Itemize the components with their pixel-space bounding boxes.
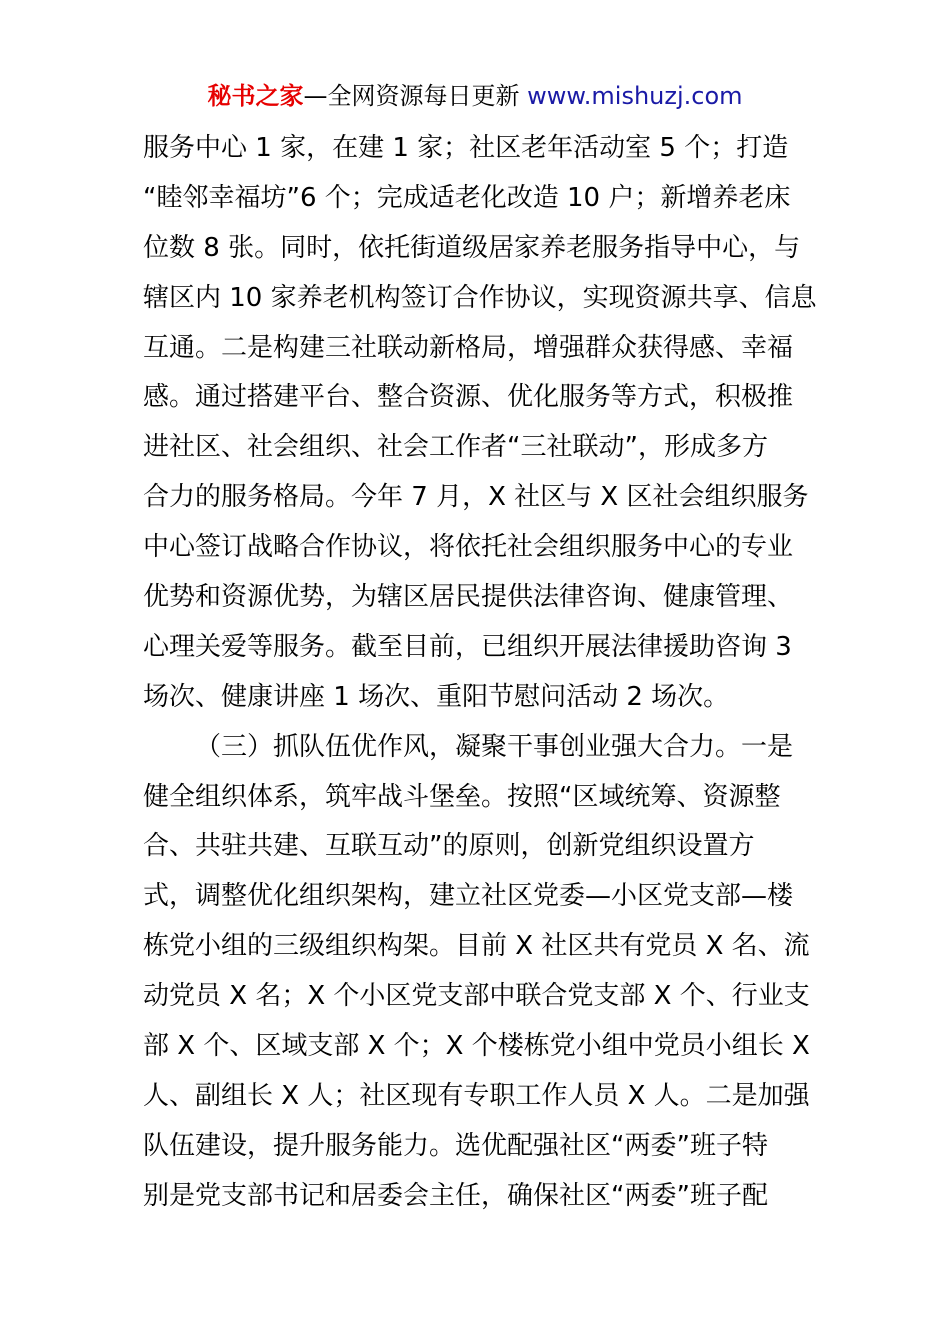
text-line: 合、共驻共建、互联互动”的原则，创新党组织设置方 (143, 831, 755, 862)
page-header (0, 80, 950, 112)
text-line: 合力的服务格局。今年 7 月，X 社区与 X 区社会组织服务 (143, 482, 809, 513)
site-url-link[interactable]: www.mishuzj.com (527, 82, 743, 110)
text-line: 服务中心 1 家，在建 1 家；社区老年活动室 5 个；打造 (143, 133, 789, 163)
section-heading-line: （三）抓队伍优作风，凝聚干事创业强大合力。一是 (195, 731, 794, 762)
text-line: 场次、健康讲座 1 场次、重阳节慰问活动 2 场次。 (143, 681, 730, 712)
text-line: 中心签订战略合作协议，将依托社会组织服务中心的专业 (143, 532, 794, 563)
text-line: 感。通过搭建平台、整合资源、优化服务等方式，积极推 (143, 382, 794, 413)
text-line: 进社区、社会组织、社会工作者“三社联动”，形成多方 (143, 432, 768, 463)
text-line: 部 X 个、区域支部 X 个；X 个楼栋党小组中党员小组长 X (143, 1031, 810, 1062)
text-line: 栋党小组的三级组织构架。目前 X 社区共有党员 X 名、流 (143, 931, 810, 962)
text-line: 动党员 X 名；X 个小区党支部中联合党支部 X 个、行业支 (143, 981, 810, 1012)
text-line: 心理关爱等服务。截至目前，已组织开展法律援助咨询 3 (143, 631, 792, 662)
text-line: 优势和资源优势，为辖区居民提供法律咨询、健康管理、 (143, 582, 794, 613)
text-line: 辖区内 10 家养老机构签订合作协议，实现资源共享、信息 (143, 282, 817, 313)
site-tagline: —全网资源每日更新 (303, 82, 528, 110)
document-body (143, 124, 817, 1222)
text-line: “睦邻幸福坊”6 个；完成适老化改造 10 户；新增养老床 (143, 182, 791, 213)
text-line: 别是党支部书记和居委会主任，确保社区“两委”班子配 (143, 1180, 768, 1211)
text-line: 互通。二是构建三社联动新格局，增强群众获得感、幸福 (143, 332, 794, 363)
text-line: 位数 8 张。同时，依托街道级居家养老服务指导中心，与 (143, 232, 801, 263)
text-line: 健全组织体系，筑牢战斗堡垒。按照“区域统筹、资源整 (143, 781, 781, 812)
text-line: 队伍建设，提升服务能力。选优配强社区“两委”班子特 (143, 1130, 768, 1161)
site-brand: 秘书之家 (207, 82, 304, 110)
text-line: 式，调整优化组织架构，建立社区党委—小区党支部—楼 (143, 881, 794, 912)
text-line: 人、副组长 X 人；社区现有专职工作人员 X 人。二是加强 (143, 1080, 810, 1111)
